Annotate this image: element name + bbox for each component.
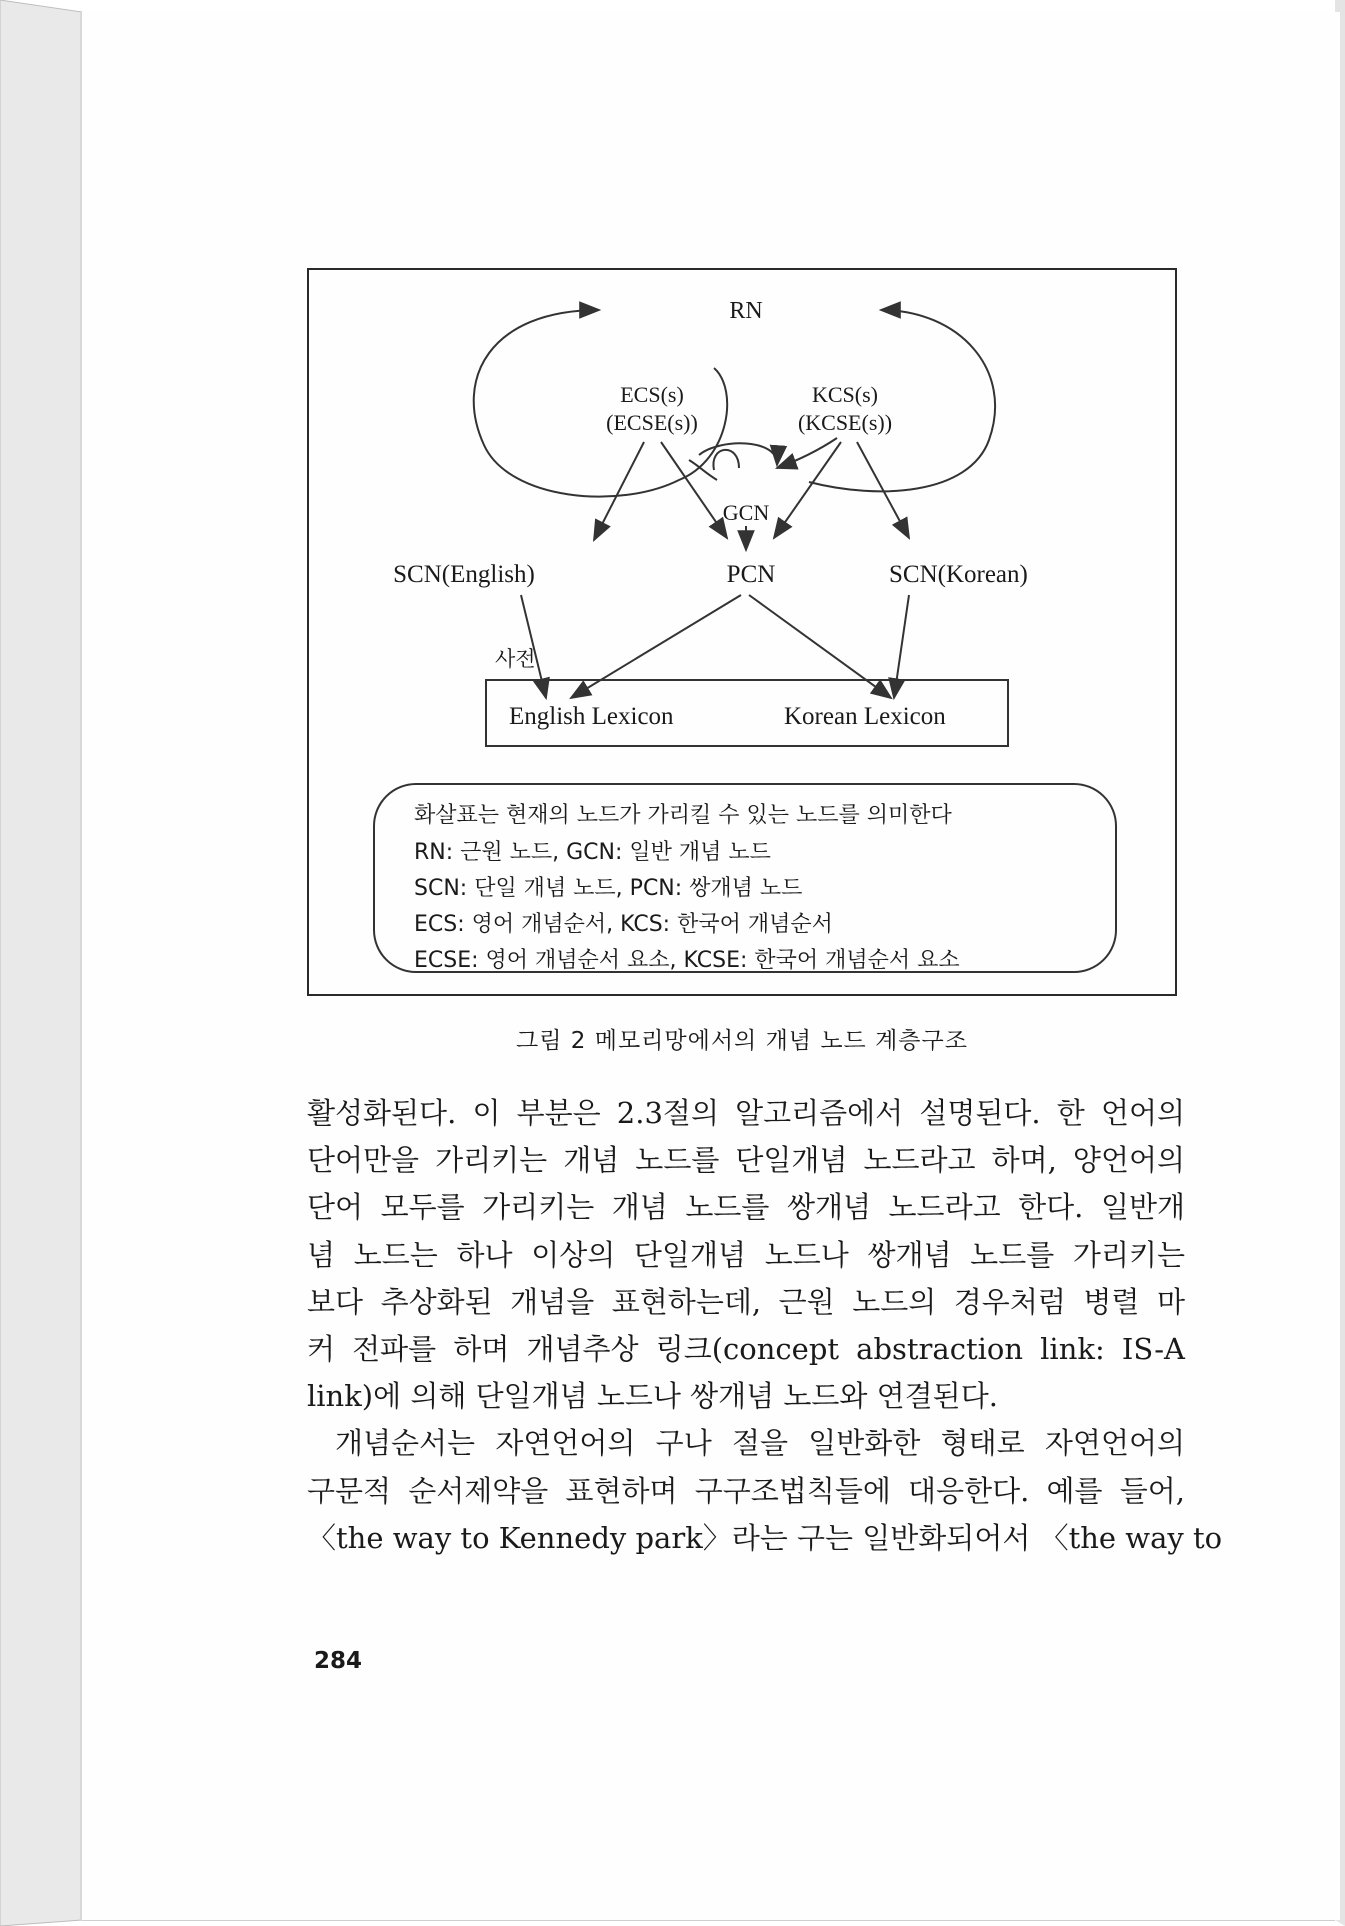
body-line: 단어만을 가리키는 개념 노드를 단일개념 노드라고 하며, 양언어의 — [307, 1143, 1185, 1178]
arrow-kcs-pcn — [774, 442, 841, 538]
legend-line-1: 화살표는 현재의 노드가 가리킬 수 있는 노드를 의미한다 — [414, 803, 952, 828]
arrow-ecs-gcn — [689, 450, 739, 480]
node-kcs: KCS(s) — [811, 382, 879, 407]
node-pcn: PCN — [726, 561, 776, 588]
node-scn-english: SCN(English) — [393, 561, 535, 588]
arrow-ecs-scn-english — [594, 442, 644, 540]
page-number: 284 — [314, 1648, 363, 1674]
body-line: 보다 추상화된 개념을 표현하는데, 근원 노드의 경우처럼 병렬 마 — [307, 1284, 1185, 1319]
arrow-pcn-english-lexicon — [571, 595, 741, 698]
body-line: 단어 모두를 가리키는 개념 노드를 쌍개념 노드라고 한다. 일반개 — [307, 1190, 1185, 1225]
legend-line-4: ECS: 영어 개념순서, KCS: 한국어 개념순서 — [414, 912, 833, 937]
english-lexicon: English Lexicon — [509, 703, 674, 730]
body-line: 〈the way to Kennedy park〉라는 구는 일반화되어서 〈the way to — [307, 1520, 1223, 1555]
body-line: 구문적 순서제약을 표현하며 구구조법칙들에 대응한다. 예를 들어, — [307, 1473, 1185, 1508]
legend-line-3: SCN: 단일 개념 노드, PCN: 쌍개념 노드 — [414, 876, 803, 901]
loop-arrow-left — [474, 310, 727, 497]
body-line: 개념순서는 자연언어의 구나 절을 일반화한 형태로 자연언어의 — [335, 1426, 1185, 1461]
legend-line-2: RN: 근원 노드, GCN: 일반 개념 노드 — [414, 840, 771, 865]
arrow-scn-korean-lexicon — [894, 595, 909, 698]
node-ecs: ECS(s) — [620, 382, 684, 407]
arrow-ecs-pcn — [661, 442, 727, 538]
arrow-pcn-korean-lexicon — [749, 595, 891, 698]
body-paragraphs — [307, 1090, 1223, 1562]
arrow-kcs-gcn — [777, 438, 837, 468]
body-line: 커 전파를 하며 개념추상 링크(concept abstraction link: IS-A — [307, 1332, 1185, 1367]
korean-lexicon: Korean Lexicon — [784, 703, 946, 730]
body-line: link)에 의해 단일개념 노드나 쌍개념 노드와 연결된다. — [307, 1379, 998, 1414]
node-scn-korean: SCN(Korean) — [889, 561, 1028, 588]
concept-node-diagram — [309, 270, 1179, 998]
node-ecse: (ECSE(s)) — [606, 410, 698, 435]
node-kcse: (KCSE(s)) — [797, 410, 893, 435]
node-gcn: GCN — [722, 500, 770, 525]
legend-line-5: ECSE: 영어 개념순서 요소, KCSE: 한국어 개념순서 요소 — [414, 948, 960, 973]
body-line: 활성화된다. 이 부분은 2.3절의 알고리즘에서 설명된다. 한 언어의 — [307, 1096, 1185, 1130]
dictionary-label: 사전 — [495, 647, 536, 671]
figure-caption: 그림 2 메모리망에서의 개념 노드 계층구조 — [516, 1028, 968, 1054]
figure-box — [307, 268, 1177, 996]
body-line: 념 노드는 하나 이상의 단일개념 노드나 쌍개념 노드를 가리키는 — [307, 1237, 1185, 1272]
node-rn: RN — [729, 298, 763, 324]
